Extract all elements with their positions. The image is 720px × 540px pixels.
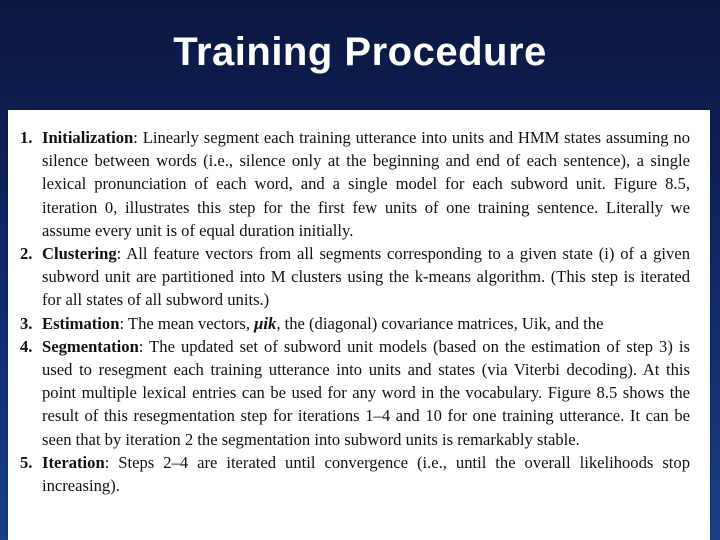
mean-vector-symbol: μik — [254, 313, 277, 333]
step-body — [42, 126, 690, 242]
slide-title: Training Procedure — [173, 30, 547, 74]
step-text: , the (diagonal) covariance matrices, Uik, and the — [276, 313, 604, 333]
step-text: The mean vectors, — [124, 313, 255, 333]
step-separator: : — [104, 452, 110, 472]
step-term: Estimation — [42, 313, 120, 333]
step-term: Initialization — [42, 128, 134, 147]
step-number: 4. — [20, 336, 33, 356]
step-body — [42, 242, 690, 312]
step-initialization — [20, 126, 690, 242]
step-body — [42, 451, 690, 497]
step-text: All feature vectors from all segments corresponding to a given state (i) of a given subword unit are partitioned into M clusters using the k-means algorithm. (This step is iterated for all states of all subword units.) — [42, 244, 690, 310]
step-separator: : — [133, 128, 138, 147]
step-number: 2. — [20, 244, 33, 264]
step-term: Clustering — [42, 244, 117, 264]
step-term: Iteration — [42, 452, 105, 472]
step-separator: : — [116, 244, 122, 264]
step-separator: : — [119, 313, 125, 333]
step-estimation — [20, 312, 690, 335]
training-steps-list — [8, 110, 710, 497]
step-iteration — [20, 451, 690, 497]
step-text: The updated set of subword unit models (based on the estimation of step 3) is used to resegment each training utterance into units and states (via Viterbi decoding). At this point multiple lexical entries can be used for any word in the vocabulary. Figure 8.5 shows the result of this resegmentation step for iterations 1–4 and 10 for one training utterance. It can be seen that by iteration 2 the segmentation into subword units is remarkably stable. — [42, 336, 690, 449]
step-number: 1. — [20, 128, 33, 147]
step-separator: : — [138, 336, 144, 356]
step-text: Steps 2–4 are iterated until convergence (i.e., until the overall likelihoods stop increasing). — [42, 452, 690, 496]
step-number: 3. — [20, 313, 33, 333]
step-clustering — [20, 242, 690, 312]
step-text: Linearly segment each training utterance into units and HMM states assuming no silence between words (i.e., silence only at the beginning and end of each sentence), a single lexical pronunciation of each word, and a single model for each subword unit. Figure 8.5, iteration 0, illustrates this step for the first few units of one training sentence. Literally we assume every unit is of equal duration initially. — [42, 128, 690, 240]
step-body — [42, 335, 690, 451]
content-panel — [8, 110, 710, 540]
step-body — [42, 312, 690, 335]
step-number: 5. — [20, 452, 33, 472]
step-segmentation — [20, 335, 690, 451]
step-term: Segmentation — [42, 336, 139, 356]
